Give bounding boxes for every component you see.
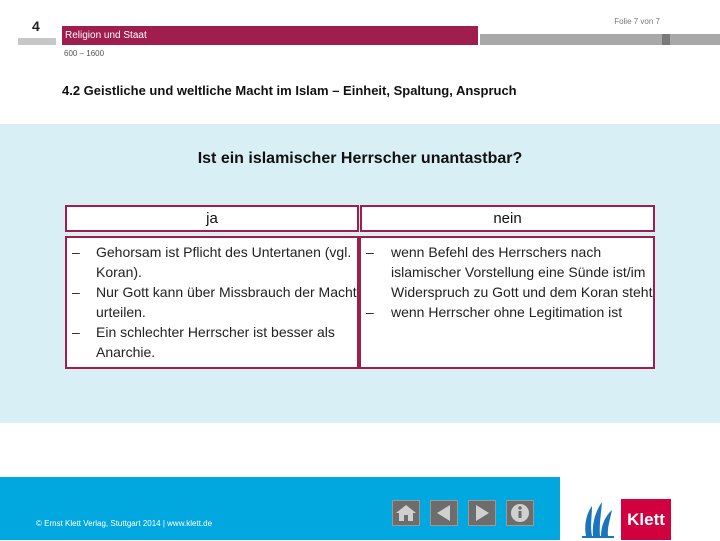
list-item bbox=[67, 282, 357, 322]
list-item bbox=[67, 322, 357, 362]
header-rule bbox=[480, 34, 662, 45]
back-button[interactable] bbox=[430, 500, 458, 526]
home-button[interactable] bbox=[392, 500, 420, 526]
home-icon bbox=[393, 501, 419, 525]
header-rule-end bbox=[670, 34, 720, 45]
copyright-text: © Ernst Klett Verlag, Stuttgart 2014 | www.klett.de bbox=[36, 519, 213, 528]
back-arrow-icon bbox=[431, 501, 457, 525]
klett-logo: Klett bbox=[621, 499, 671, 540]
column-ja-list bbox=[65, 236, 359, 369]
slide-counter: Folie 7 von 7 bbox=[614, 17, 660, 26]
bullet-dash: – bbox=[72, 284, 80, 300]
forward-arrow-icon bbox=[469, 501, 495, 525]
list-item-text: Ein schlechter Herrscher ist besser als Anarchie. bbox=[96, 324, 335, 360]
bullet-dash: – bbox=[72, 244, 80, 260]
list-item-text: wenn Herrscher ohne Legitimation ist bbox=[391, 304, 623, 320]
series-title: Religion und Staat bbox=[65, 30, 147, 41]
klett-leaf-logo-icon bbox=[578, 496, 618, 540]
forward-button[interactable] bbox=[468, 500, 496, 526]
list-item bbox=[67, 242, 357, 282]
column-heading-nein: nein bbox=[360, 205, 655, 232]
bullet-dash: – bbox=[72, 324, 80, 340]
info-icon bbox=[507, 501, 533, 525]
header-accent-left bbox=[18, 38, 56, 45]
info-button[interactable] bbox=[506, 500, 534, 526]
list-item bbox=[361, 302, 653, 322]
bullet-dash: – bbox=[366, 304, 374, 320]
list-item-text: Nur Gott kann über Missbrauch der Macht urteilen. bbox=[96, 284, 357, 320]
column-nein-list bbox=[359, 236, 655, 369]
chapter-number: 4 bbox=[32, 18, 40, 34]
header-rule-marker bbox=[662, 34, 670, 45]
list-item bbox=[361, 242, 653, 302]
list-item-text: wenn Befehl des Herrschers nach islamischer Vorstellung eine Sünde ist/im Widerspruch zu Gott und dem Koran steht bbox=[391, 244, 653, 300]
list-item-text: Gehorsam ist Pflicht des Untertanen (vgl. Koran). bbox=[96, 244, 352, 280]
date-range: 600 – 1600 bbox=[64, 49, 105, 58]
section-title: 4.2 Geistliche und weltliche Macht im Islam – Einheit, Spaltung, Anspruch bbox=[62, 83, 517, 98]
column-heading-ja: ja bbox=[65, 205, 359, 232]
bullet-dash: – bbox=[366, 244, 374, 260]
question-heading: Ist ein islamischer Herrscher unantastbar? bbox=[197, 150, 523, 167]
